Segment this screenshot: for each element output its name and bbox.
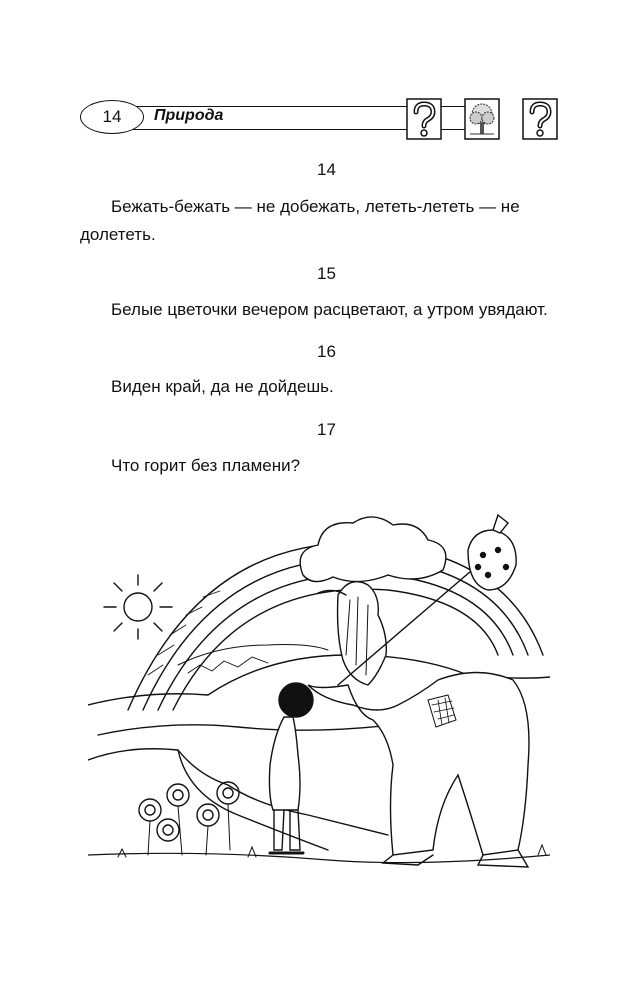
riddle-text: Что горит без пламени? xyxy=(111,456,301,475)
riddle-number: 14 xyxy=(317,160,336,179)
riddle-text: Виден край, да не дойдешь. xyxy=(111,377,334,396)
question-mark-icon xyxy=(522,98,558,140)
tree-icon xyxy=(464,98,500,140)
section-title: Природа xyxy=(154,107,224,124)
running-header xyxy=(80,98,560,140)
page-number xyxy=(80,100,144,134)
riddle-text: Белые цветочки вечером расцветают, а утром увядают. xyxy=(111,300,548,319)
illustration-rainbow-scene xyxy=(88,505,550,880)
question-mark-icon xyxy=(406,98,442,140)
riddle-number: 16 xyxy=(317,342,336,361)
ground xyxy=(88,853,550,862)
riddle-number: 17 xyxy=(317,420,336,439)
page-number-text: 14 xyxy=(102,107,122,126)
boy-figure xyxy=(269,683,313,853)
cloud-icon xyxy=(300,517,446,582)
sun-icon xyxy=(104,575,172,639)
riddle-number: 15 xyxy=(317,264,336,283)
riddle-text: Бежать-бежать — не добежать, лететь-лететь — не долететь. xyxy=(80,197,520,244)
flowers xyxy=(139,782,239,855)
